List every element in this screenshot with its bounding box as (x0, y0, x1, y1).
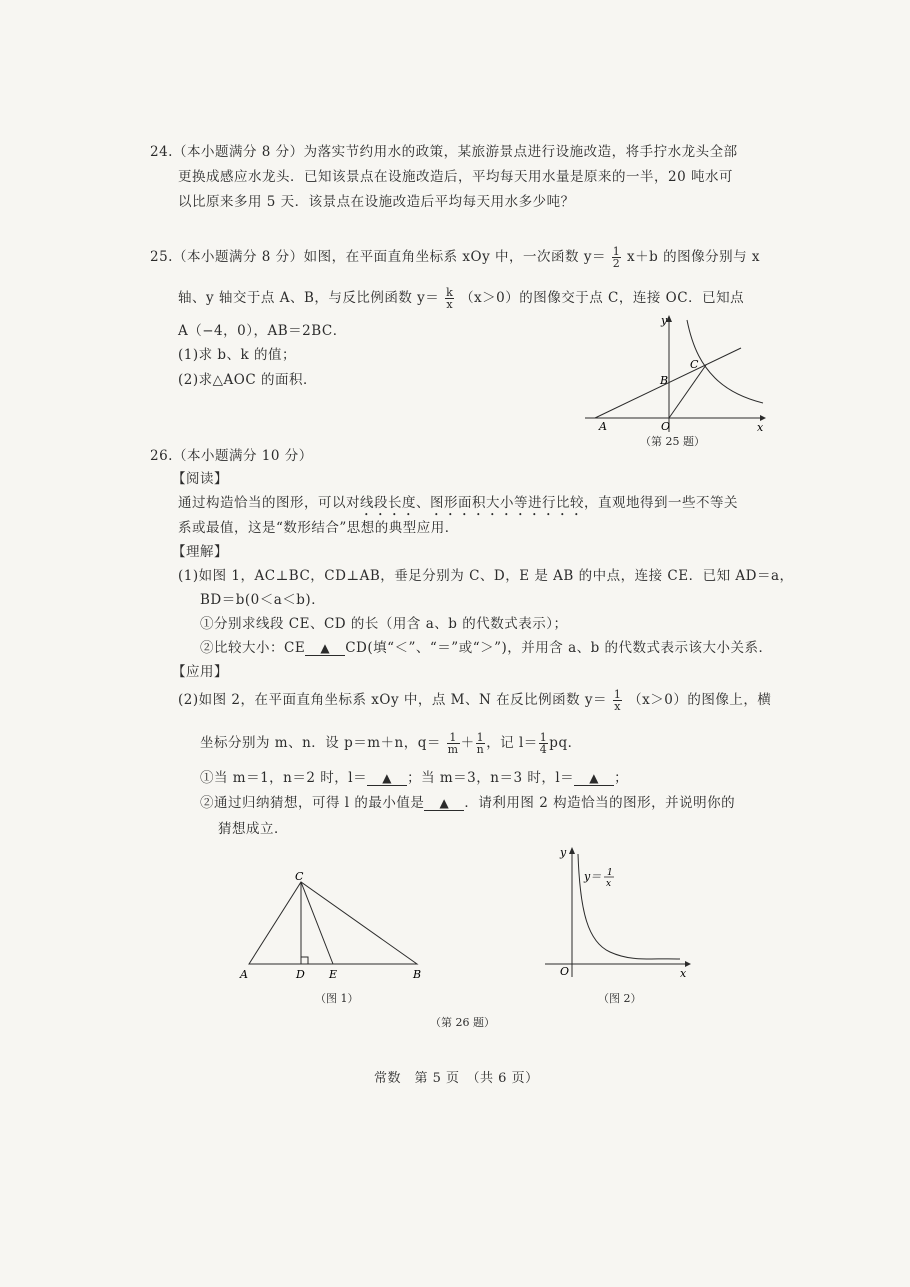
q26-a2-line-1-post: （x＞0）的图像上，横 (628, 692, 772, 708)
q25-frac2-num: k (446, 286, 454, 299)
q26-title: 26.（本小题满分 10 分） (150, 448, 313, 464)
fig2-label-x: x (680, 967, 687, 980)
q26-a2-l-den: 4 (539, 743, 548, 756)
q26-a2-line-2-mid: ，记 l＝ (486, 735, 538, 751)
fig1-median-ce (301, 882, 333, 964)
q26-read-line-1-post: ，直观地得到一些不等关 (584, 495, 738, 511)
q26-a2-line-2-pre: 坐标分别为 m、n．设 p＝m＋n，q＝ (200, 735, 441, 751)
q26-answer-blank-min[interactable]: ▲ (424, 796, 464, 811)
q26-a2-line-1 (178, 689, 771, 712)
q25-label-a: A (599, 420, 607, 433)
q25-label-o: O (661, 420, 671, 433)
fig1-caption: （图 1） (315, 992, 359, 1005)
q26-a2-sub-2 (200, 794, 735, 812)
fig2-label-y: y (560, 846, 567, 859)
q26-a2-sub-1-c: ； (614, 770, 629, 786)
q26-a2-sub-1 (200, 769, 628, 787)
q25-line-1-pre: 25.（本小题满分 8 分）如图，在平面直角坐标系 xOy 中，一次函数 y＝ (150, 249, 606, 265)
q26-a2-fraction-1-over-4 (539, 732, 549, 755)
q26-a2-frac-den: x (614, 700, 621, 713)
q25-fraction-k-over-x (445, 287, 454, 310)
q25-figure (585, 310, 770, 435)
q26-u1-sub-1: ①分别求线段 CE、CD 的长（用含 a、b 的代数式表示）； (200, 616, 568, 632)
fig1-triangle-abc (249, 882, 417, 964)
q26-a2-sub-3: 猜想成立． (218, 821, 288, 837)
q26-understand-header: 【理解】 (172, 544, 228, 560)
fig2-label-o: O (560, 965, 570, 978)
q25-line-2-post: （x＞0）的图像交于点 C，连接 OC．已知点 (460, 290, 745, 306)
fig1-right-angle-mark (301, 957, 308, 964)
q26-apply-header: 【应用】 (172, 664, 228, 680)
fig1-label-c: C (295, 870, 304, 883)
q26-a2-line-2 (200, 732, 582, 755)
fig1-label-d: D (296, 968, 305, 981)
q26-a2-fraction-1-over-x (613, 689, 623, 712)
q25-label-x: x (757, 421, 764, 434)
q26-u1-line-1: (1)如图 1，AC⊥BC，CD⊥AB，垂足分别为 C、D，E 是 AB 的中点，连接 CE．已知 AD＝a， (178, 568, 794, 584)
q26-answer-blank-l1[interactable]: ▲ (367, 771, 407, 786)
q26-read-line-1-pre: 通过构造恰当的图形，可以对 (178, 495, 360, 511)
q26-a2-fraction-1-over-m (447, 732, 460, 755)
q26-a2-line-2-post: pq． (549, 735, 582, 751)
fig2-func-label: y＝ (584, 870, 602, 883)
q26-read-line-1 (178, 494, 738, 519)
q25-segment-oc (669, 365, 706, 418)
q26-a2-sub-1-a: ①当 m＝1，n＝2 时，l＝ (200, 770, 368, 786)
fig1-label-a: A (240, 968, 248, 981)
q26-a2-q1-num: 1 (447, 732, 460, 744)
q25-line-2-pre: 轴、y 轴交于点 A、B，与反比例函数 y＝ (178, 290, 440, 306)
q26-answer-blank-l2[interactable]: ▲ (574, 771, 614, 786)
q26-a2-q2-den: n (476, 743, 485, 756)
fig2-y-arrow (569, 847, 575, 854)
q25-label-y: y (661, 314, 668, 327)
q26-u1-sub-2-post: CD(填“＜”、“＝”或“＞”)，并用含 a、b 的代数式表示该大小关系． (345, 640, 773, 656)
q26-figure-2 (540, 842, 695, 982)
q24-line-1: 24.（本小题满分 8 分）为落实节约用水的政策，某旅游景点进行设施改造，将手拧水龙头全部 (150, 144, 738, 160)
q24-line-3: 以比原来多用 5 天．该景点在设施改造后平均每天用水多少吨？ (178, 194, 575, 210)
q25-item-2: (2)求△AOC 的面积． (178, 372, 317, 388)
q25-item-1: (1)求 b、k 的值； (178, 347, 297, 363)
fig2-func-num: 1 (607, 868, 613, 878)
q26-u1-line-2: BD＝b(0＜a＜b)． (200, 592, 326, 608)
q26-a2-q1-den: m (447, 743, 459, 756)
q24-line-2: 更换成感应水龙头．已知该景点在设施改造后，平均每天用水量是原来的一半，20 吨水可 (178, 169, 733, 185)
q26-read-line-1-emphasis: 线段长度、图形面积大小等进行比较 (360, 495, 584, 511)
q26-a2-l-num: 1 (539, 731, 548, 744)
fig2-func-den: x (606, 879, 612, 889)
q25-frac1-den: 2 (612, 257, 621, 270)
page-footer: 常数 第 5 页 （共 6 页） (374, 1071, 539, 1086)
q25-line-1-post: x＋b 的图像分别与 x (627, 249, 760, 265)
q26-a2-line-1-pre: (2)如图 2，在平面直角坐标系 xOy 中，点 M、N 在反比例函数 y＝ (178, 692, 608, 708)
q25-line-3: A（−4，0），AB＝2BC． (178, 323, 347, 339)
q25-label-b: B (660, 374, 669, 387)
q26-a2-q2-num: 1 (476, 731, 485, 744)
q25-frac2-den: x (446, 298, 454, 311)
q26-a2-sub-2-pre: ②通过归纳猜想，可得 l 的最小值是 (200, 795, 425, 811)
q26-a2-frac-num: 1 (613, 688, 622, 701)
q25-line-1 (150, 246, 760, 269)
q25-label-c: C (690, 358, 699, 371)
q25-frac1-num: 1 (612, 245, 621, 258)
q26-figure-1 (235, 868, 435, 983)
q26-a2-sub-2-post: ．请利用图 2 构造恰当的图形，并说明你的 (464, 795, 736, 811)
q26-a2-plus: ＋ (460, 735, 475, 751)
q26-a2-sub-1-b: ；当 m＝3，n＝3 时，l＝ (407, 770, 575, 786)
q26-read-line-2: 系或最值，这是“数形结合”思想的典型应用． (178, 520, 459, 536)
q25-caption: （第 25 题） (640, 435, 705, 448)
q25-fraction-half (612, 246, 622, 269)
q25-line-2 (178, 287, 744, 310)
q26-answer-blank-compare[interactable]: ▲ (305, 641, 345, 656)
q26-u1-sub-2-pre: ②比较大小：CE (200, 640, 306, 656)
q26-group-caption: （第 26 题） (430, 1016, 495, 1029)
fig1-label-e: E (329, 968, 338, 981)
fig2-caption: （图 2） (598, 992, 642, 1005)
fig1-label-b: B (413, 968, 422, 981)
q26-u1-sub-2 (200, 639, 773, 657)
q26-a2-fraction-1-over-n (476, 732, 486, 755)
q26-read-header: 【阅读】 (172, 471, 228, 487)
